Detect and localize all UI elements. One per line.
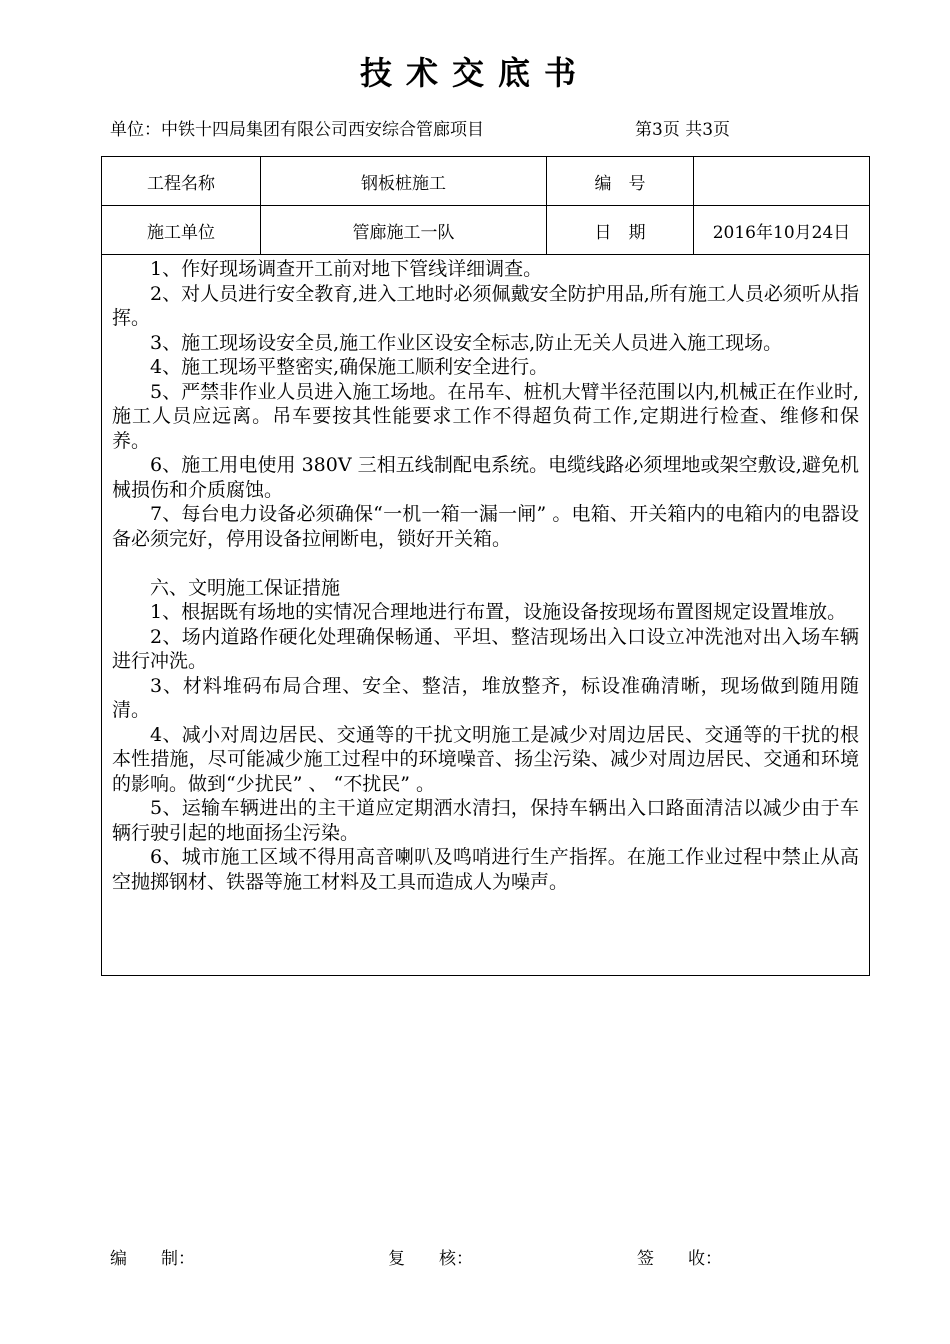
civil-item: 6、城市施工区域不得用高音喇叭及鸣哨进行生产指挥。在施工作业过程中禁止从高空抛掷钢材、铁器等施工材料及工具而造成人为噪声。 — [112, 846, 859, 893]
safety-item: 5、严禁非作业人员进入施工场地。在吊车、桩机大臂半径范围以内,机械正在作业时,施工人员应远离。吊车要按其性能要求工作不得超负荷工作,定期进行检查、维修和保养。 — [112, 380, 859, 452]
construction-unit-value: 管廊施工一队 — [261, 206, 547, 254]
number-label: 编 号 — [547, 157, 694, 205]
safety-item: 7、每台电力设备必须确保“一机一箱一漏一闸” 。电箱、开关箱内的电箱内的电器设备必须完好，停用设备拉闸断电，锁好开关箱。 — [112, 503, 859, 550]
date-value: 2016年10月24日 — [712, 222, 851, 243]
disclosure-table — [101, 156, 870, 976]
safety-item: 3、施工现场设安全员,施工作业区设安全标志,防止无关人员进入施工现场。 — [150, 331, 783, 354]
unit-line: 单位：中铁十四局集团有限公司西安综合管廊项目 — [110, 120, 484, 140]
date-label: 日 期 — [547, 206, 694, 254]
safety-item: 1、作好现场调查开工前对地下管线详细调查。 — [150, 258, 543, 280]
header-row-project — [102, 157, 869, 206]
paragraph-gap — [112, 551, 859, 576]
section-heading: 六、文明施工保证措施 — [150, 576, 341, 599]
number-value — [694, 157, 869, 205]
civil-item: 4、减小对周边居民、交通等的干扰文明施工是减少对周边居民、交通等的干扰的根本性措施，尽可能减少施工过程中的环境噪音、扬尘污染、减少对周边居民、交通和环境的影响。做到“少扰民” 、 “不扰民” 。 — [112, 723, 859, 795]
safety-item: 4、施工现场平整密实,确保施工顺利安全进行。 — [150, 356, 549, 378]
civil-item: 2、场内道路作硬化处理确保畅通、平坦、整洁现场出入口设立冲洗池对出入场车辆进行冲洗。 — [112, 625, 859, 672]
document-title: 技术交底书 — [359, 54, 590, 92]
page-indicator: 第3页 共3页 — [635, 120, 731, 140]
received-by-label: 签 收： — [637, 1249, 722, 1269]
safety-item: 6、施工用电使用 380V 三相五线制配电系统。电缆线路必须埋地或架空敷设,避免机械损伤和介质腐蚀。 — [112, 454, 859, 501]
reviewed-by-label: 复 核： — [388, 1249, 473, 1269]
project-name-value: 钢板桩施工 — [261, 157, 547, 205]
civil-item: 3、材料堆码布局合理、安全、整洁，堆放整齐，标设准确清晰，现场做到随用随清。 — [112, 674, 859, 721]
construction-unit-label: 施工单位 — [102, 206, 261, 254]
safety-item: 2、对人员进行安全教育,进入工地时必须佩戴安全防护用品,所有施工人员必须听从指挥。 — [112, 282, 859, 329]
prepared-by-label: 编 制： — [110, 1249, 195, 1269]
content-body — [102, 255, 869, 894]
project-name-label: 工程名称 — [102, 157, 261, 205]
civil-item: 5、运输车辆进出的主干道应定期洒水清扫，保持车辆出入口路面清洁以减少由于车辆行驶引起的地面扬尘污染。 — [112, 797, 859, 844]
civil-item: 1、根据既有场地的实情况合理地进行布置，设施设备按现场布置图规定设置堆放。 — [150, 601, 847, 623]
header-row-unit — [102, 206, 869, 255]
